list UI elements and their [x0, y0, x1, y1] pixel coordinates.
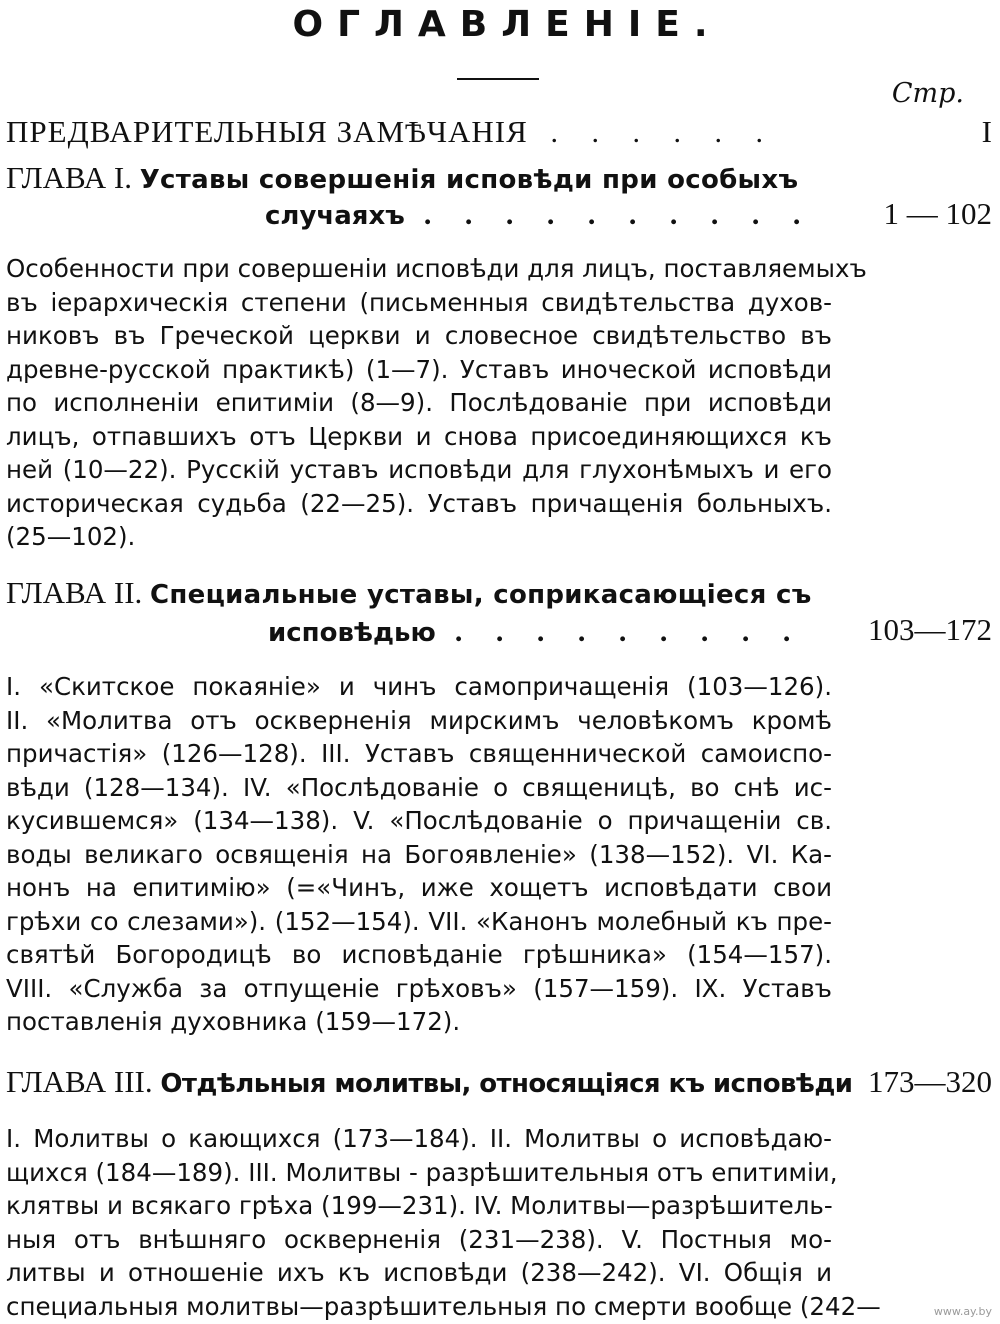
chapter-1-label: ГЛАВА I. — [6, 160, 132, 195]
text-line: II. «Молитва отъ оскверненія мирскимъ человѣкомъ кромѣ — [6, 705, 832, 735]
text-line: Особенности при совершеніи исповѣди для лицъ, поставляемыхъ — [6, 254, 867, 283]
chapter-3-label: ГЛАВА III. — [6, 1064, 153, 1099]
chapter-2-description — [6, 670, 832, 1039]
text-line: поставленія духовника (159—172). — [6, 1007, 461, 1036]
chapter-2-title-line2: исповѣдью — [268, 618, 436, 648]
text-line: I. Молитвы о кающихся (173—184). II. Молитвы о исповѣдаю- — [6, 1124, 832, 1153]
chapter-1-heading — [6, 160, 798, 196]
chapter-2-title: Специальные уставы, соприкасающіеся съ — [150, 580, 812, 610]
text-line: VIII. «Служба за отпущеніе грѣховъ» (157—159). IX. Уставъ — [6, 973, 832, 1003]
page-title: ОГЛАВЛЕНІЕ. — [292, 4, 722, 45]
text-line: никовъ въ Греческой церкви и словесное свидѣтельство въ — [6, 321, 832, 350]
text-line: нонъ на епитимію» (=«Чинъ, иже хощетъ исповѣдати свои — [6, 873, 832, 902]
text-line: причастія» (126—128). III. Уставъ священнической самоиспо- — [6, 739, 832, 768]
chapter-1-title: Уставы совершенія исповѣди при особыхъ — [139, 165, 799, 195]
text-line: древне-русской практикѣ) (1—7). Уставъ иноческой исповѣди — [6, 354, 832, 384]
chapter-2-label: ГЛАВА II. — [6, 575, 143, 610]
title-rule — [457, 78, 539, 80]
leader-dots: . . . . . . . . . . — [423, 198, 814, 231]
text-line: святѣй Богородицѣ во исповѣданіе грѣшника» (154—157). — [6, 940, 832, 969]
text-line: кусившемся» (134—138). V. «Послѣдованіе о причащеніи св. — [6, 806, 832, 835]
chapter-2-title-cont — [268, 615, 803, 649]
prelim-title: ПРЕДВАРИТЕЛЬНЫЯ ЗАМѢЧАНІЯ — [6, 114, 528, 149]
prelim-page: I — [981, 114, 992, 149]
chapter-1-description — [6, 252, 867, 554]
chapter-1-title-cont — [265, 198, 813, 232]
text-line: воды великаго освященія на Богоявленіе» (138—152). VI. Ка- — [6, 839, 832, 869]
text-line: ныя отъ внѣшняго оскверненія (231—238). V. Постныя мо- — [6, 1224, 832, 1254]
prelim-entry — [6, 114, 836, 150]
text-line: щихся (184—189). III. Молитвы - разрѣшительныя отъ епитиміи, — [6, 1157, 838, 1187]
chapter-3-title: Отдѣльныя молитвы, относящіяся къ исповѣди — [160, 1069, 853, 1099]
chapter-1-pages: 1 — 102 — [883, 196, 992, 231]
watermark: www.ay.by — [933, 1305, 992, 1318]
text-line: ней (10—22). Русскій уставъ исповѣди для глухонѣмыхъ и его — [6, 455, 832, 484]
text-line: историческая судьба (22—25). Уставъ причащенія больныхъ. — [6, 488, 832, 518]
leader-dots: . . . . . . — [550, 116, 777, 149]
text-line: лицъ, отпавшихъ отъ Церкви и снова присоединяющихся къ — [6, 421, 832, 451]
text-line: литвы и отношеніе ихъ къ исповѣди (238—242). VI. Общія и — [6, 1258, 832, 1287]
text-line: по исполненіи епитиміи (8—9). Послѣдованіе при исповѣди — [6, 388, 832, 417]
chapter-3-heading — [6, 1064, 852, 1100]
chapter-3-description — [6, 1122, 881, 1323]
leader-dots: . . . . . . . . . — [454, 615, 804, 648]
text-line: специальныя молитвы—разрѣшительныя по смерти вообще (242— — [6, 1291, 881, 1321]
page-column-label: Стр. — [891, 78, 964, 109]
chapter-1-title-line2: случаяхъ — [265, 201, 405, 231]
text-line: I. «Скитское покаяніе» и чинъ самопричащенія (103—126). — [6, 672, 832, 701]
text-line: вѣди (128—134). IV. «Послѣдованіе о священицѣ, во снѣ ис- — [6, 772, 832, 802]
text-line: клятвы и всякаго грѣха (199—231). IV. Молитвы—разрѣшитель- — [6, 1191, 833, 1220]
chapter-3-pages: 173—320 — [868, 1064, 992, 1099]
text-line: грѣхи со слезами»). (152—154). VII. «Канонъ молебный къ пре- — [6, 906, 832, 936]
chapter-2-heading — [6, 575, 812, 611]
text-line: (25—102). — [6, 522, 136, 551]
chapter-2-pages: 103—172 — [868, 612, 992, 647]
text-line: въ іерархическія степени (письменныя свидѣтельства духов- — [6, 287, 832, 317]
